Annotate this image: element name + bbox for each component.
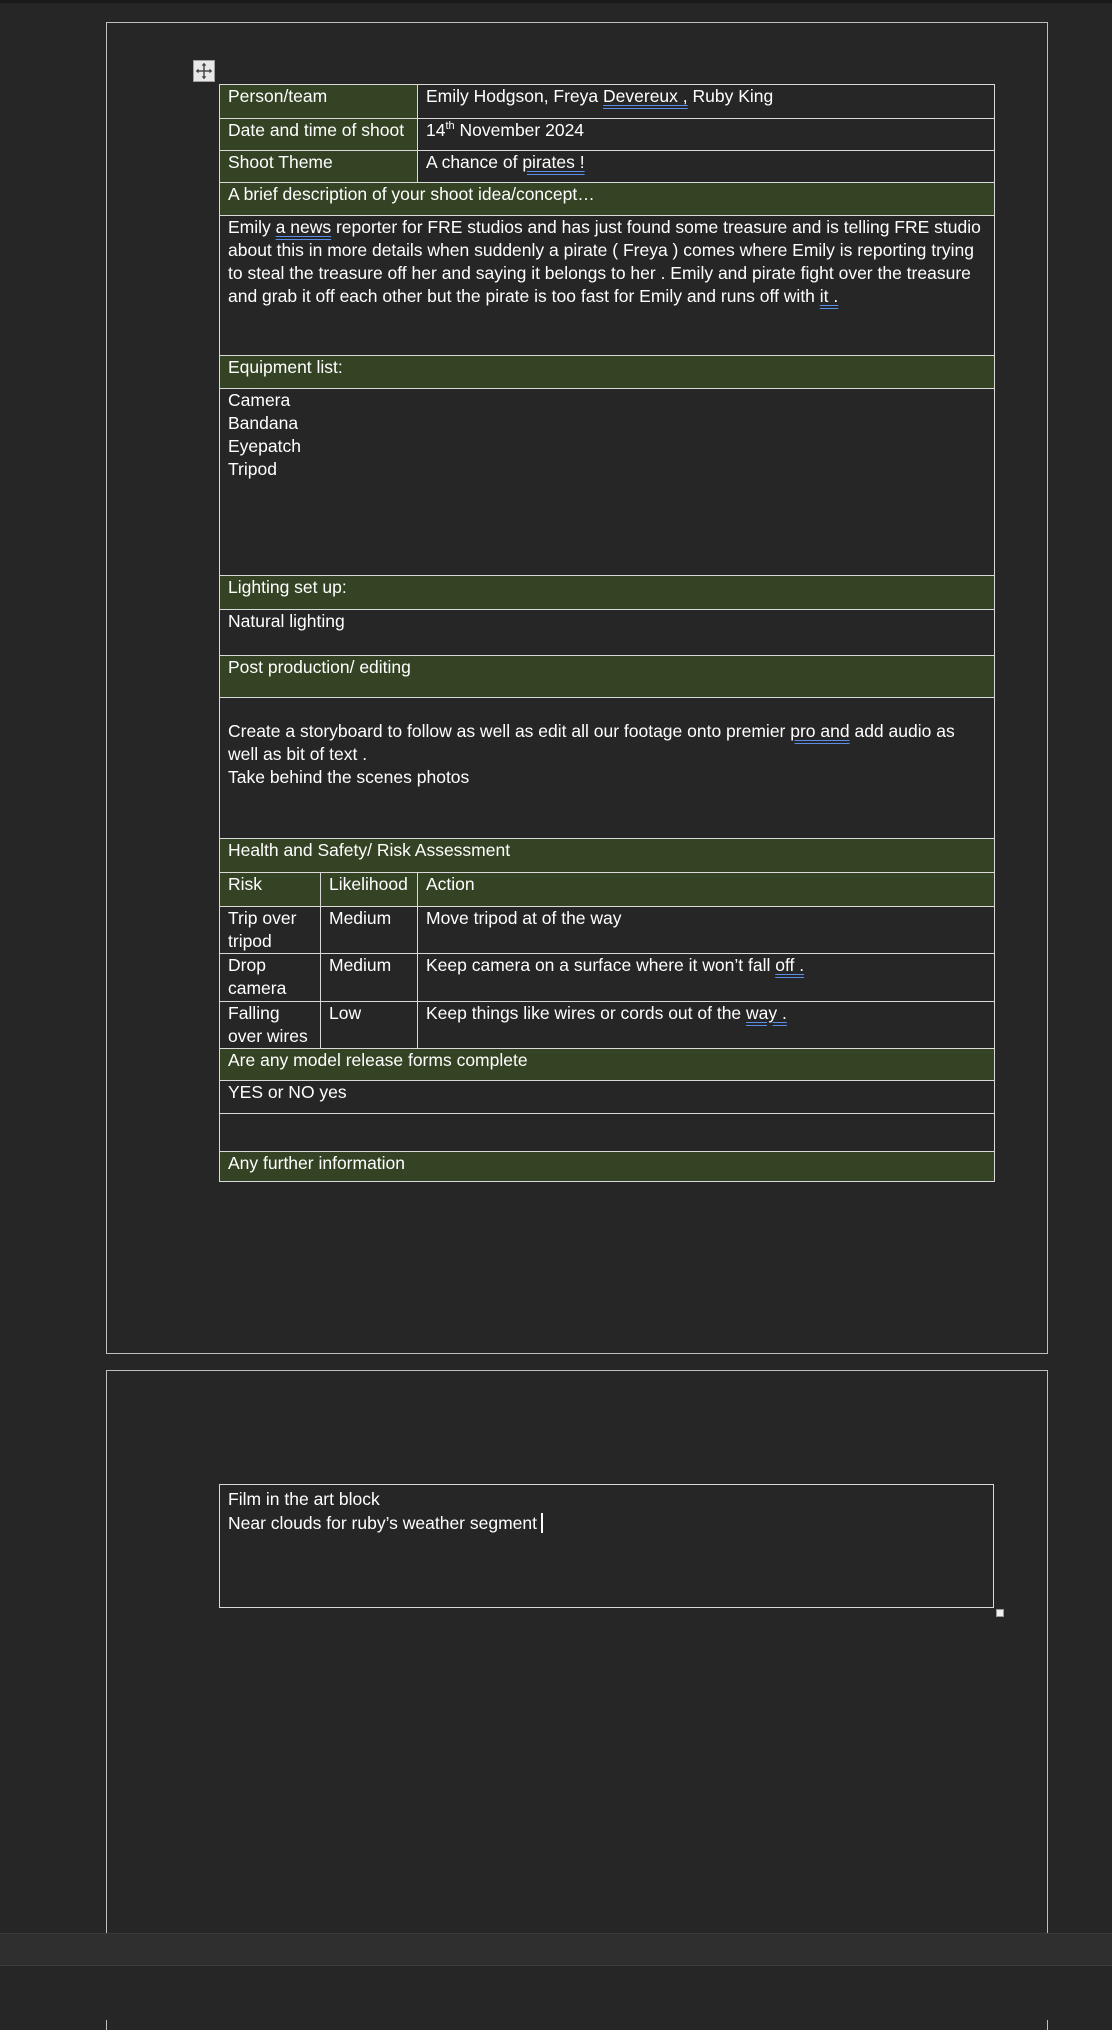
theme-label-cell[interactable] [220,151,418,183]
lighting-value: Natural lighting [228,611,345,631]
person-team-label-cell[interactable] [220,85,418,119]
spelling-flag[interactable]: way . [746,1003,787,1023]
date-value: 14th November 2024 [426,120,585,140]
document-page-2[interactable] [106,1370,1048,2030]
date-label-cell[interactable] [220,119,418,151]
description-text: Emily a news reporter for FRE studios and has just found some treasure and is telling FRE studio about this in more details when suddenly a pirate ( Freya ) comes where Emily is reporting trying to steal the treasure off her and saying it belongs to her . Emily and pirate fight over the treasure and grab it off each other but the pirate is too fast for Emily and runs off with it . [228,217,981,306]
spelling-flag[interactable]: off . [775,955,805,975]
lighting-heading-cell[interactable] [220,576,995,610]
theme-value-cell[interactable] [418,151,995,183]
date-value-cell[interactable] [418,119,995,151]
risk-2-action-cell[interactable]: Keep camera on a surface where it won’t fall off . [418,954,995,1002]
window-top-edge [0,0,1112,3]
spelling-flag[interactable]: Devereux , [603,86,688,106]
model-release-value: YES or NO yes [228,1082,347,1102]
further-info-line-2: Near clouds for ruby’s weather segment [228,1513,537,1533]
spelling-flag[interactable]: pirates ! [522,152,585,172]
window-bottom-area [0,1965,1112,2020]
model-release-heading: Are any model release forms complete [228,1050,528,1070]
status-bar [0,1933,1112,1965]
description-heading: A brief description of your shoot idea/concept… [228,184,595,204]
equipment-list-cell[interactable]: Camera Bandana Eyepatch Tripod [220,389,995,576]
model-release-value-cell[interactable] [220,1081,995,1114]
further-info-table[interactable] [219,1484,994,1608]
risk-3-action-cell[interactable]: Keep things like wires or cords out of the way . [418,1002,995,1049]
spelling-flag[interactable]: a news [275,217,332,237]
further-info-cell[interactable] [220,1485,994,1608]
shoot-plan-table[interactable] [219,84,995,1182]
health-safety-heading-cell[interactable] [220,839,995,873]
lighting-value-cell[interactable] [220,610,995,656]
risk-2-likelihood-cell[interactable]: Medium [321,954,418,1002]
resize-square-icon[interactable] [996,1609,1004,1617]
blank-row-cell[interactable] [220,1114,995,1152]
person-team-value: Emily Hodgson, Freya Devereux , Ruby King [426,86,774,106]
further-info-heading: Any further information [228,1153,406,1173]
post-production-heading-cell[interactable] [220,656,995,698]
description-heading-cell[interactable] [220,183,995,216]
model-release-heading-cell[interactable] [220,1049,995,1081]
health-safety-heading: Health and Safety/ Risk Assessment [228,840,511,860]
risk-3-likelihood-cell[interactable]: Low [321,1002,418,1049]
date-label: Date and time of shoot [228,120,405,140]
person-team-value-cell[interactable] [418,85,995,119]
lighting-heading: Lighting set up: [228,577,347,597]
spelling-flag[interactable]: pro and [790,721,850,741]
description-cell[interactable] [220,216,995,356]
equipment-heading-cell[interactable] [220,356,995,389]
action-column-header[interactable]: Action [418,873,995,907]
risk-3-risk-cell[interactable]: Falling over wires [220,1002,321,1049]
spelling-flag[interactable]: it . [819,286,839,306]
text-cursor [541,1513,543,1533]
further-info-line-1: Film in the art block [228,1489,380,1509]
post-production-cell[interactable] [220,698,995,839]
four-arrow-move-icon [195,62,213,80]
risk-1-action-cell[interactable]: Move tripod at of the way [418,907,995,954]
post-production-heading: Post production/ editing [228,657,411,677]
likelihood-column-header[interactable]: Likelihood [321,873,418,907]
risk-column-header[interactable]: Risk [220,873,321,907]
risk-2-risk-cell[interactable]: Drop camera [220,954,321,1002]
equipment-heading: Equipment list: [228,357,343,377]
theme-label: Shoot Theme [228,152,333,172]
risk-1-risk-cell[interactable]: Trip over tripod [220,907,321,954]
risk-1-likelihood-cell[interactable]: Medium [321,907,418,954]
post-production-line-2: Take behind the scenes photos [228,767,470,787]
post-production-text: Create a storyboard to follow as well as edit all our footage onto premier pro and add audio as well as bit of text . [228,721,955,764]
table-move-handle-icon[interactable] [193,60,215,82]
theme-value: A chance of pirates ! [426,152,585,172]
further-info-heading-cell[interactable] [220,1152,995,1182]
person-team-label: Person/team [228,86,328,106]
